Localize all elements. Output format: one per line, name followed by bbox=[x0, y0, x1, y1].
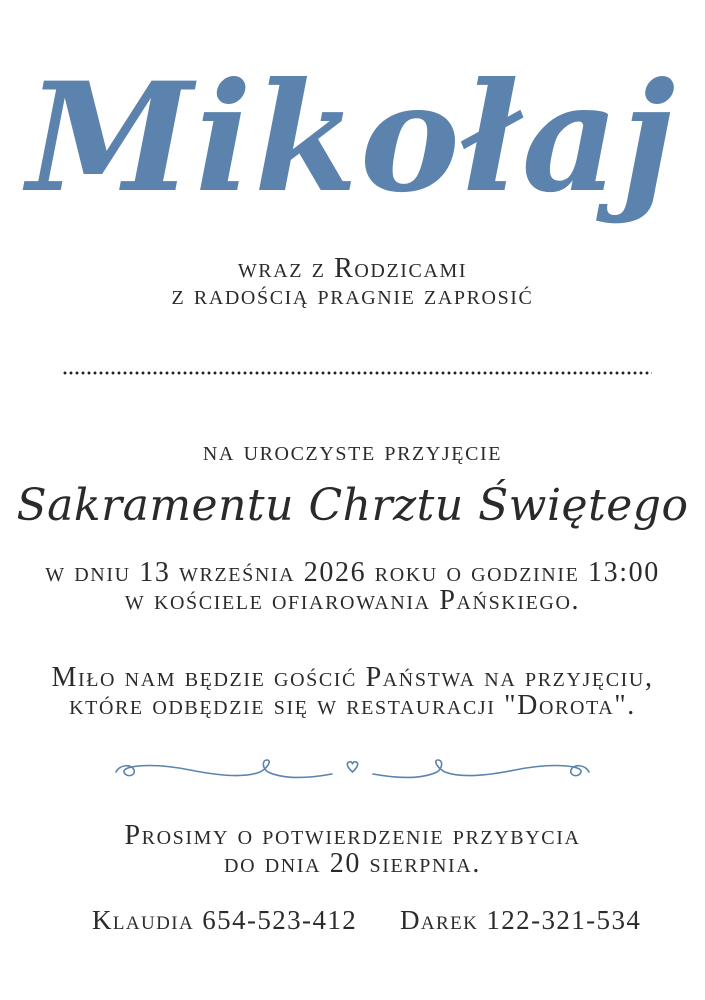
event-name: Sakramentu Chrztu Świętego bbox=[16, 480, 689, 531]
reception-line-1: Miło nam będzie gościć Państwa na przyjęciu, bbox=[51, 662, 654, 693]
dotted-separator bbox=[62, 370, 652, 376]
intro-line-2: z radością pragnie zaprosić bbox=[171, 280, 534, 311]
reception-line-2: które odbędzie się w restauracji "Dorota". bbox=[69, 690, 636, 721]
intro-line-1: wraz z Rodzicami bbox=[237, 253, 468, 284]
contacts-row bbox=[0, 905, 705, 937]
rsvp-line-2: do dnia 20 sierpnia. bbox=[224, 848, 481, 879]
event-intro: na uroczyste przyjęcie bbox=[202, 436, 503, 467]
date-line: w dniu 13 września 2026 roku o godzinie 13:00 bbox=[45, 557, 660, 588]
child-name-text: Mikołaj bbox=[26, 50, 678, 226]
child-name-title bbox=[0, 30, 705, 260]
place-line: w kościele ofiarowania Pańskiego. bbox=[124, 585, 581, 616]
contact-klaudia: Klaudia 654-523-412 bbox=[92, 905, 358, 935]
contact-darek: Darek 122-321-534 bbox=[400, 905, 642, 935]
child-name-script bbox=[0, 30, 705, 260]
heart-flourish-divider-icon bbox=[110, 752, 595, 792]
rsvp-line-1: Prosimy o potwierdzenie przybycia bbox=[124, 820, 581, 851]
